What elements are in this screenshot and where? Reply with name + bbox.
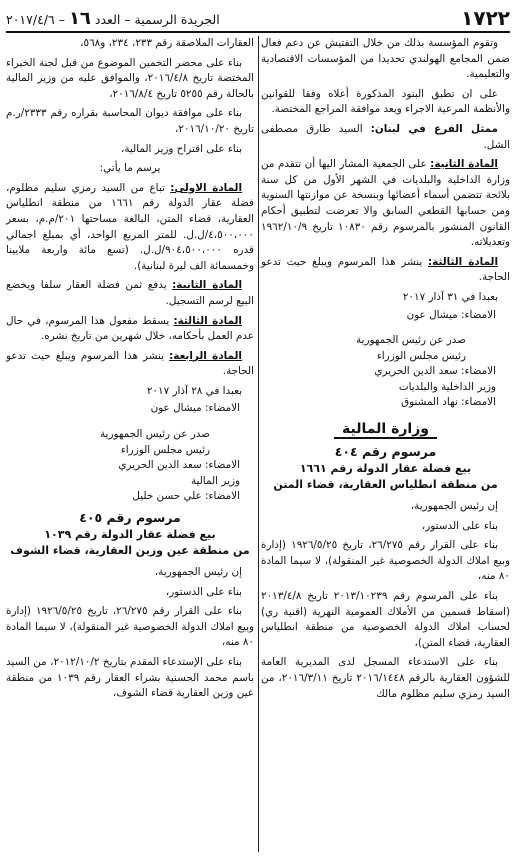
paragraph: بناء على القرار رقم ٢٦/٢٧٥، تاريخ ١٩٢٦/٥/٢٥ (إدارة وبيع املاك الدولة الخصوصية غير المنقولة)، لا سيما المادة ٨٠ منه، (261, 539, 510, 583)
article-text: ينشر هذا المرسوم ويبلغ حيث تدعو الحاجة. (261, 255, 510, 284)
decree-subtitle: بيع فضلة عقار الدولة رقم ١٦٦١ (299, 462, 472, 476)
signature-minister: الامضاء: علي حسن خليل (132, 490, 240, 503)
branch-text: السيد طارق مصطفى الشل. (261, 122, 510, 151)
paragraph: بناء على محضر التخمين الموضوع من قبل لجنة الخبراء المختصة تاريخ ٢٠١٦/٤/٨، والموافق عليه من وزير المالية بالحالة رقم ٥٢٥٥ تاريخ ٢٠١٦/٨/٤، (6, 56, 254, 100)
signature-date: بعبدا في ٣١ آذار ٢٠١٧ (402, 290, 498, 303)
paragraph: وتقوم المؤسسة بذلك من خلال التفتيش عن دعم فعال ضمن المجامع الهولندي تحديدا من المؤسسات الاقتصادية والتعليمية. (261, 37, 510, 81)
paragraph: العقارات الملاصقة رقم ٢٣٣، ٢٣٤، و٥٦٨، (80, 37, 254, 49)
right-column (261, 36, 510, 706)
article-label: المادة الثانية: (172, 279, 242, 292)
gazette-issue-line (6, 8, 220, 29)
branch-label: ممثل الفرع في لبنان: (370, 122, 498, 135)
article-4 (6, 349, 254, 380)
article-label: المادة الثانية: (430, 158, 498, 171)
signature-minister-title: وزير الداخلية والبلديات (398, 380, 496, 393)
signature-minister-title: وزير المالية (190, 474, 240, 487)
page-header (6, 4, 510, 33)
decree-subtitle-region: من منطقة انطلياس العقارية، قضاء المتن (273, 478, 498, 492)
signature-date: بعبدا في ٢٨ آذار ٢٠١٧ (146, 384, 242, 397)
signature-pm-title: رئيس مجلس الوزراء (376, 349, 466, 362)
signature-pm: الامضاء: سعد الدين الحريري (118, 459, 240, 472)
article-text: يسقط مفعول هذا المرسوم، في حال عدم العمل بأحكامه، خلال شهرين من تاريخ نشره. (6, 314, 254, 343)
article-label: المادة الثالثة: (173, 314, 242, 327)
branch-representative (261, 122, 510, 153)
gazette-name: الجريدة الرسمية – العدد (94, 12, 220, 27)
signature-president: الامضاء: ميشال عون (150, 402, 240, 415)
decree-title: مرسوم رقم ٤٠٤ (334, 444, 437, 460)
signature-pm-title: رئيس مجلس الوزراء (120, 443, 210, 456)
issue-date: – ٢٠١٧/٤/٦ (6, 12, 65, 27)
ministry-title (261, 419, 510, 439)
signature-pm: الامضاء: سعد الدين الحريري (374, 365, 496, 378)
paragraph: إن رئيس الجمهورية، (154, 566, 242, 579)
article-text: ينشر هذا المرسوم ويبلغ حيث تدعو الحاجة. (6, 349, 254, 378)
signature-issued: صدر عن رئيس الجمهورية (355, 334, 466, 347)
signature-minister: الامضاء: نهاد المشنوق (401, 396, 496, 409)
paragraph: بناء على المرسوم رقم ٢٠١٣/١٠٢٣٩ تاريخ ٢٠١٣/٤/٨ (اسقاط قسمين من الأملاك العمومية النهرية (اقنية ري) لحساب املاك الدولة الخصوصية من منطقة انطلياس العقارية، قضاء المتن)، (261, 590, 510, 649)
paragraph: بناء على موافقة ديوان المحاسبة بقراره رقم ٢٣٣٣/ر.م تاريخ ٢٠١٦/١٠/٢٠، (6, 107, 254, 135)
paragraph: بناء على القرار رقم ٢٦/٢٧٥، تاريخ ١٩٢٦/٥/٢٥ (إدارة وبيع املاك الدولة الخصوصية غير المنقولة)، لا سيما المادة ٨٠ منه، (6, 605, 254, 649)
decree-title: مرسوم رقم ٤٠٥ (79, 510, 181, 526)
paragraph: بناء على الدستور، (165, 585, 242, 598)
article-text: تباع من السيد رمزي سليم مظلوم، فضلة عقار الدولة رقم ١٦٦١ من منطقة انطلياس العقارية، قضاء المتن، البالغة مساحتها ٢٠١/م.م، بسعر ٤،٥٠٠،٠٠٠/ل.ل. للمتر المربع الواحد، أي بمبلغ اجمالي قدره ٩٠٤،٥٠٠،٠٠٠/ل.ل. (تسع مائة واربعة ملايينا وخمسمائة الف ليرة لبنانية). (6, 181, 254, 272)
article-text: على الجمعية المشار اليها أن تتقدم من وزارة الداخلية والبلديات في الشهر الأول من كل سنة بلائحة تتضمن أسماء أعضائها وبنسخة عن موازنتها السنوية ومن حسابها القطعي السابق والا تعرضت لتطبيق أحكام القانون المنشور بالمرسوم رقم ١٠٨٣٠ تاريخ ١٩٦٢/١٠/٩ وتعديلاته. (261, 158, 510, 249)
article-label: المادة الاولى: (170, 181, 243, 194)
ministry-title-text: وزارة المالية (334, 421, 437, 439)
column-divider (258, 36, 259, 852)
article-text: يدفع ثمن فضلة العقار سلفا ويخضع البيع لرسم التسجيل. (6, 279, 254, 307)
left-column (6, 36, 254, 706)
paragraph: إن رئيس الجمهورية، (410, 500, 498, 513)
article-label: المادة الثالثة: (428, 255, 499, 268)
paragraph: على ان تطبق البنود المذكورة أعلاه وفقا للقوانين والأنظمة المرعية الاجراء ويعد موافقة المراجع المختصة. (261, 87, 510, 116)
article-2 (261, 157, 510, 251)
paragraph: بناء على اقتراح وزير المالية، (120, 142, 242, 155)
article-3 (261, 255, 510, 286)
article-label: المادة الرابعة: (169, 349, 242, 362)
decree-subtitle: بيع فضلة عقار الدولة رقم ١٠٣٩ (44, 528, 216, 542)
issue-number: ١٦ (68, 8, 91, 29)
decree-subtitle-region: من منطقة عين وزين العقارية، قضاء الشوف (10, 544, 250, 558)
article-2 (6, 278, 254, 309)
page-number: ١٧٢٢ (461, 6, 510, 30)
paragraph: بناء على الدستور، (421, 519, 498, 532)
decree-formula: يرسم ما يأتي: (99, 162, 161, 175)
paragraph: بناء على الاستدعاء المسجل لدى المديرية العامة للشؤون العقارية بالرقم ٢٠١٦/١٤٤٨ تاريخ ٢٠١٦/٣/١١، من السيد رمزي سليم مظلوم مالك (261, 656, 511, 700)
signature-president: الامضاء: ميشال عون (406, 308, 496, 321)
paragraph: بناء على الإستدعاء المقدم بتاريخ ٢٠١٢/١٠/٢، من السيد باسم محمد الحسنية بشراء العقار رقم ١٠٣٩ من منطقة عين وزين العقارية قضاء الشوف، (6, 656, 254, 700)
article-1 (6, 181, 254, 275)
signature-issued: صدر عن رئيس الجمهورية (99, 428, 210, 441)
article-3 (6, 314, 254, 345)
